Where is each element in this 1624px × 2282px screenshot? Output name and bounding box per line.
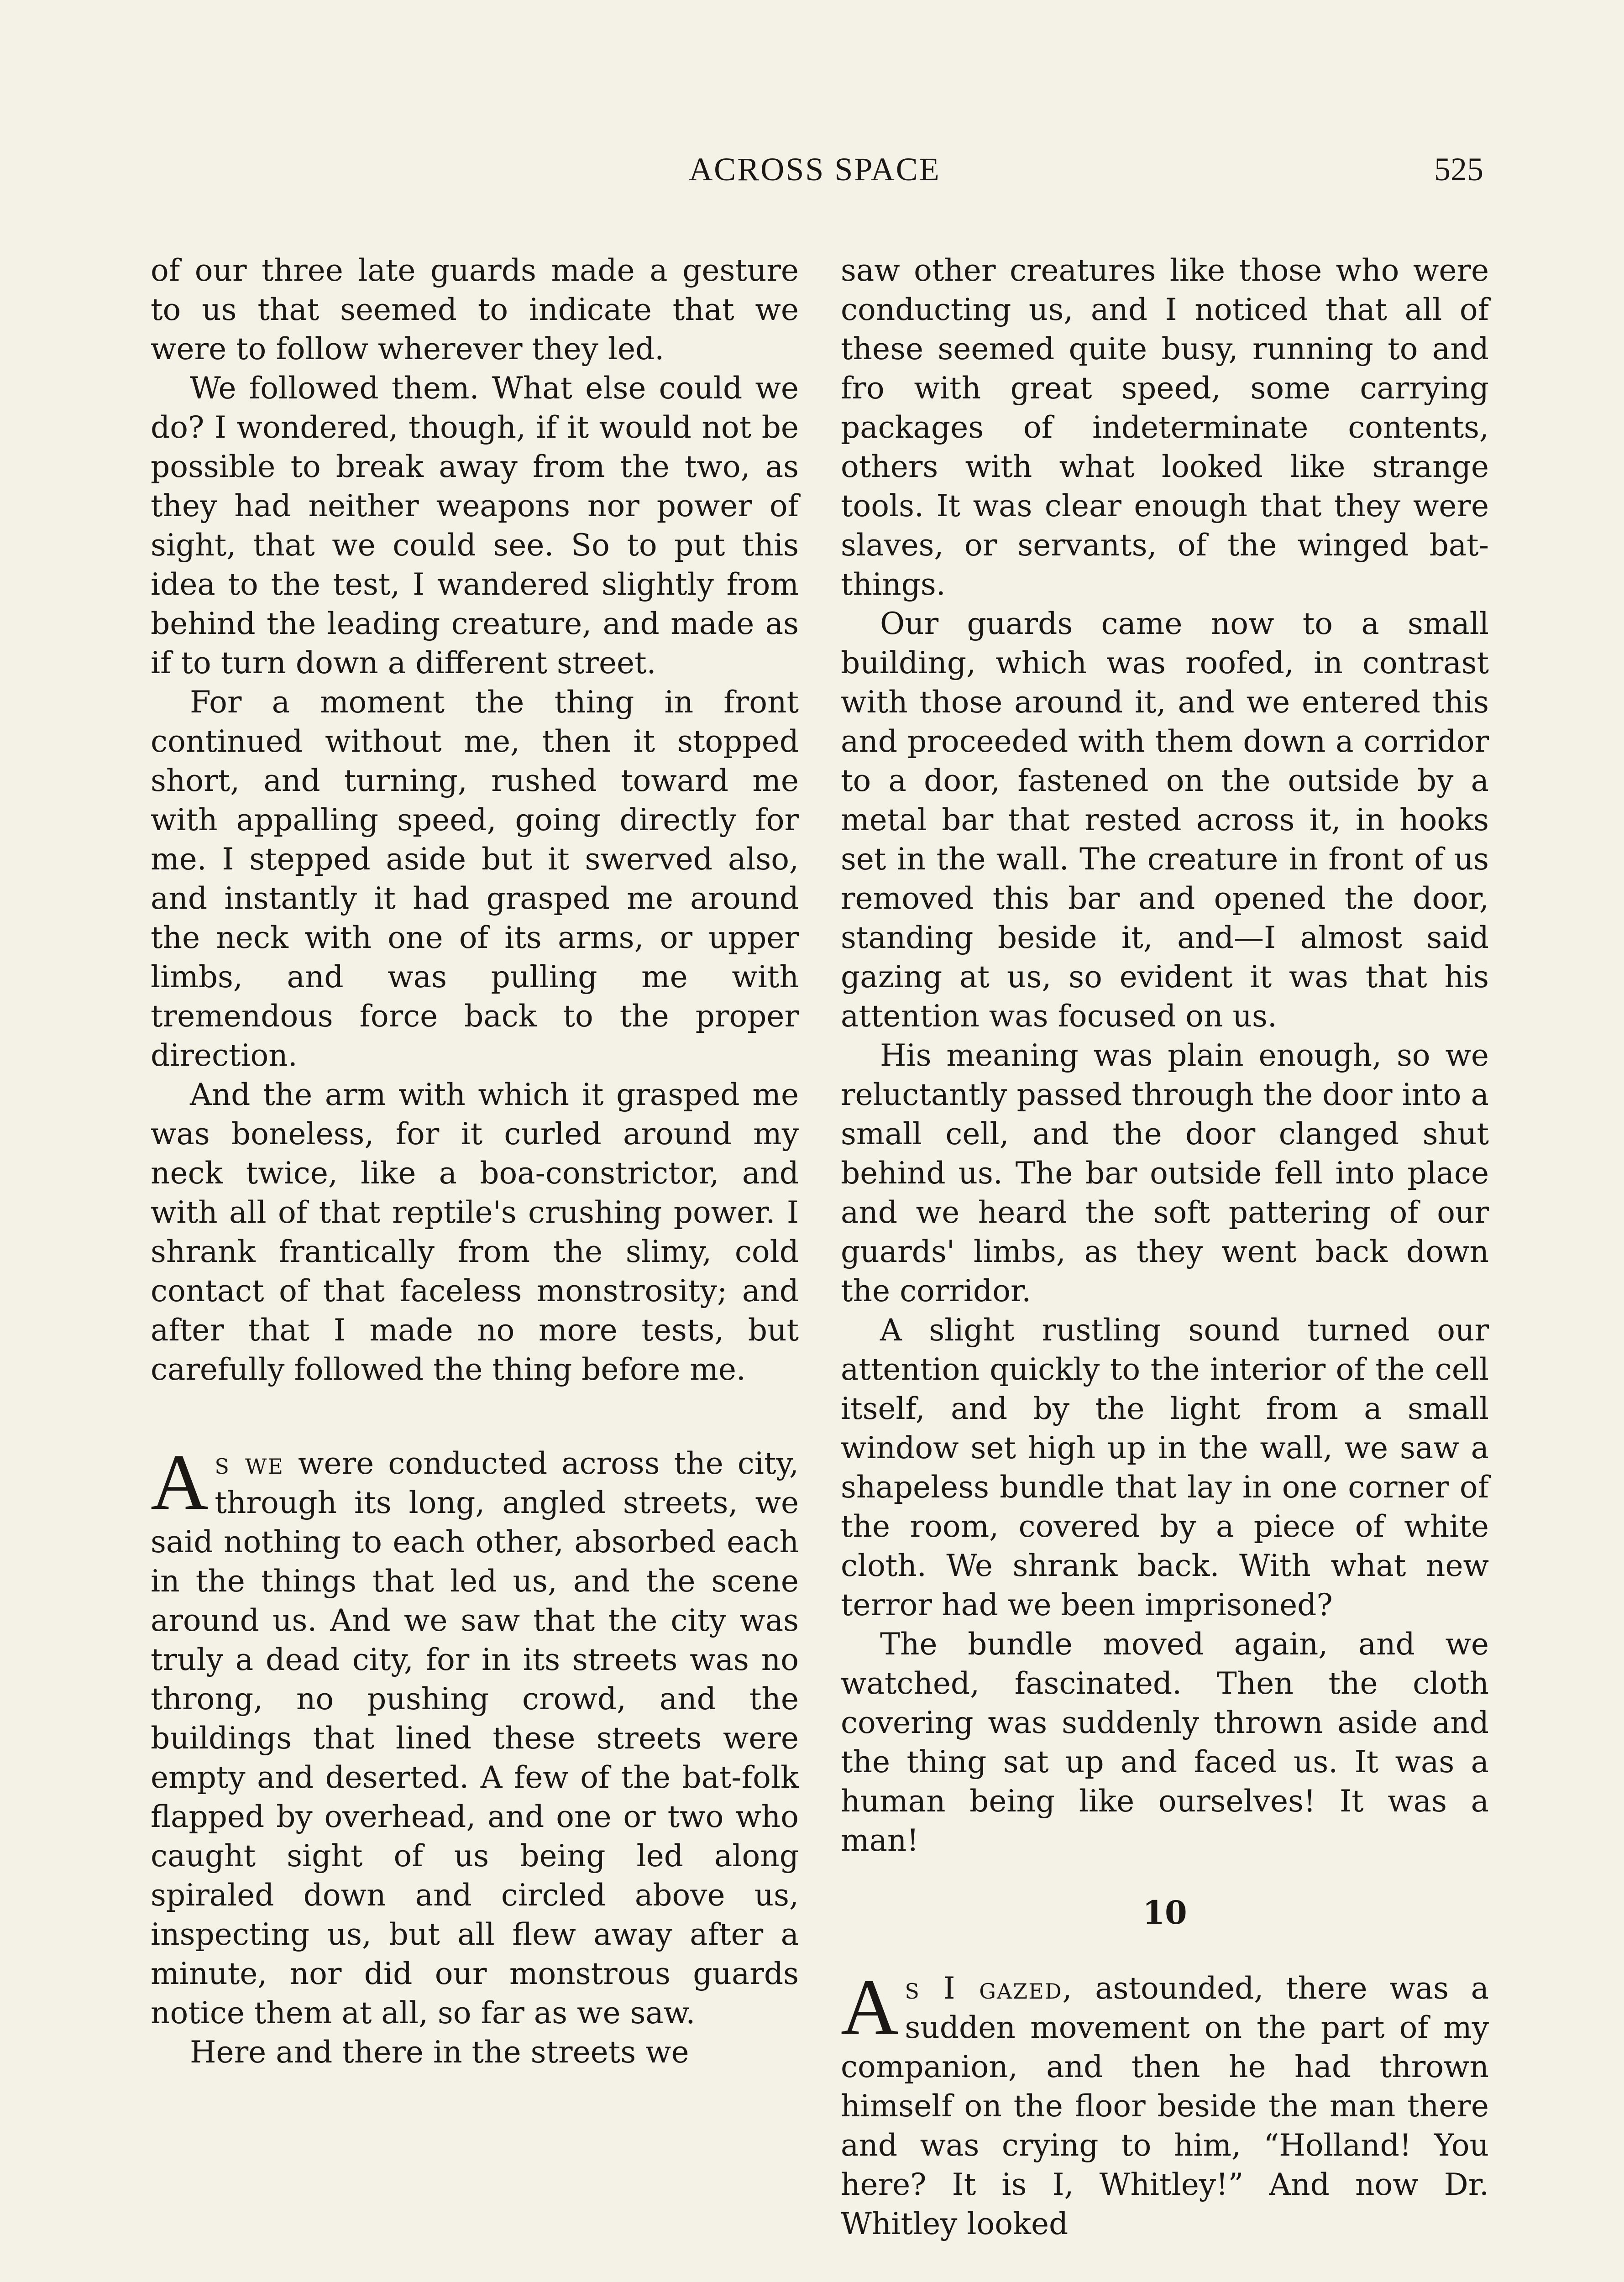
paragraph: Our guards came now to a small building, which was roofed, in contrast with those around it, and we entered this and proceeded with them down a corridor to a door, fastened on the outside by a metal bar that rested across it, in hooks set in the wall. The creature in front of us removed this bar and opened the door, standing beside it, and—I almost said gazing at us, so evident it was that his attention was focused on us. [841, 606, 1489, 1034]
paragraph-dropcap [841, 1963, 1489, 2244]
drop-cap-letter: A [151, 1438, 209, 1526]
paragraph: A slight rustling sound turned our attention quickly to the interior of the cell itself, and by the light from a small window set high up in the wall, we saw a shapeless bundle that lay in one corner of the room, covered by a piece of white cloth. We shrank back. With what new terror had we been imprisoned? [841, 1313, 1489, 1623]
paragraph: saw other creatures like those who were conducting us, and I noticed that all of these seemed quite busy, running to and fro with great speed, some carrying packages of indeterminate contents, others with what looked like strange tools. It was clear enough that they were slaves, or servants, of the winged bat-things. [841, 253, 1489, 602]
paragraph: The bundle moved again, and we watched, fascinated. Then the cloth covering was suddenly thrown aside and the thing sat up and faced us. It was a human being like ourselves! It was a man! [841, 1627, 1489, 1858]
page-number: 525 [1434, 151, 1483, 188]
running-title: ACROSS SPACE [689, 151, 941, 188]
small-caps-lead: s we [215, 1446, 284, 1481]
paragraph: His meaning was plain enough, so we reluctantly passed through the door into a small cell, and the door clanged shut behind us. The bar outside fell into place and we heard the soft pattering of our guards' limbs, as they went back down the corridor. [841, 1038, 1489, 1308]
small-caps-lead: s I gazed, [905, 1971, 1073, 2006]
paragraph-text: astounded, there was a sudden movement on the part of my companion, and then he had thrown himself on the floor beside the man there and was crying to him, “Holland! You here? It is I, Whitley!” And now Dr. Whitley looked [841, 1971, 1489, 2241]
paragraph: of our three late guards made a gesture to us that seemed to indicate that we were to follow wherever they led. [151, 253, 799, 366]
paragraph: We followed them. What else could we do? I wondered, though, if it would not be possible to break away from the two, as they had neither weapons nor power of sight, that we could see. So to put this idea to the test, I wandered slightly from behind the leading creature, and made as if to turn down a different street. [151, 371, 799, 680]
paragraph-dropcap [151, 1438, 799, 2033]
paragraph: For a moment the thing in front continued without me, then it stopped short, and turning, rushed toward me with appalling speed, going directly for me. I stepped aside but it swerved also, and instantly it had grasped me around the neck with one of its arms, or upper limbs, and was pulling me with tremendous force back to the proper direction. [151, 685, 799, 1073]
paragraph: And the arm with which it grasped me was boneless, for it curled around my neck twice, like a boa-constrictor, and with all of that reptile's crushing power. I shrank frantically from the slimy, cold contact of that faceless monstrosity; and after that I made no more tests, but carefully followed the thing before me. [151, 1077, 799, 1387]
section-number: 10 [1142, 1894, 1187, 1931]
drop-cap-letter: A [841, 1963, 899, 2051]
running-head [146, 151, 1483, 201]
paragraph: Here and there in the streets we [190, 2035, 689, 2070]
paragraph-text: were conducted across the city, through its long, angled streets, we said nothing to each other, absorbed each in the things that led us, and the scene around us. And we saw that the city was truly a dead city, for in its streets was no throng, no pushing crowd, and the buildings that lined these streets were empty and deserted. A few of the bat-folk flapped by overhead, and one or two who caught sight of us being led along spiraled down and circled above us, inspecting us, but all flew away after a minute, nor did our monstrous guards notice them at all, so far as we saw. [151, 1446, 799, 2031]
right-column [841, 251, 1489, 2244]
left-column [151, 251, 799, 2072]
